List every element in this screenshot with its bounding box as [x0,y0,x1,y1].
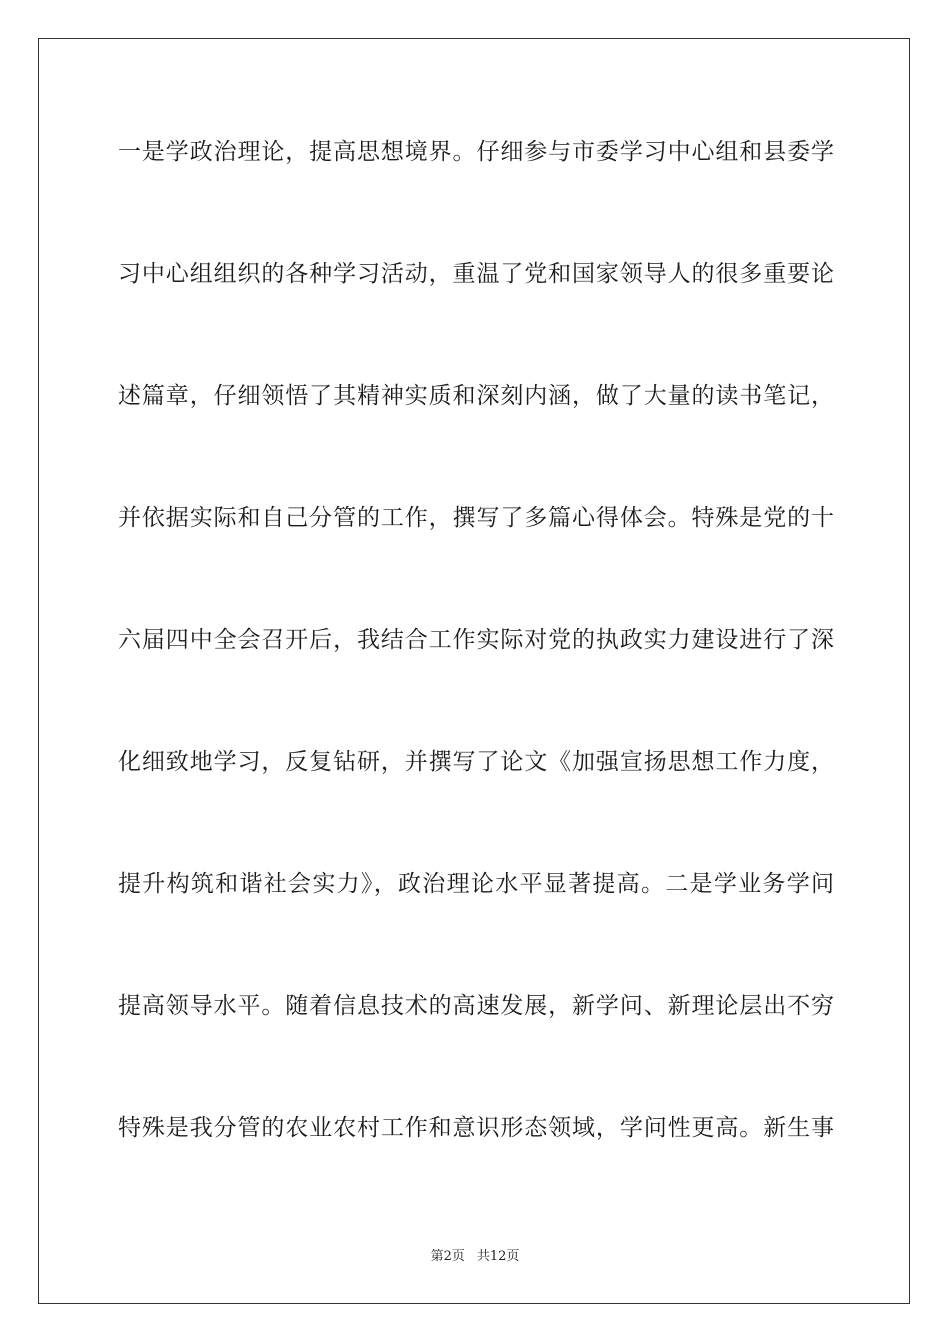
body-text-line: 六届四中全会召开后，我结合工作实际对党的执政实力建设进行了深 [118,627,834,653]
body-text-line: 并依据实际和自己分管的工作，撰写了多篇心得体会。特殊是党的十 [118,505,834,531]
page-footer [0,1248,950,1266]
body-text-line: 习中心组组织的各种学习活动，重温了党和国家领导人的很多重要论 [118,261,834,287]
page-total: 共12页 [476,1249,520,1264]
body-text-line: 提升构筑和谐社会实力》，政治理论水平显著提高。二是学业务学问 [118,871,834,897]
page-number: 第2页 [430,1249,465,1264]
body-text-line: 化细致地学习，反复钻研，并撰写了论文《加强宣扬思想工作力度， [118,749,834,775]
body-text-line: 提高领导水平。随着信息技术的高速发展，新学问、新理论层出不穷 [118,993,834,1019]
body-text-line: 特殊是我分管的农业农村工作和意识形态领域，学问性更高。新生事 [118,1115,834,1141]
body-text-line: 述篇章，仔细领悟了其精神实质和深刻内涵，做了大量的读书笔记， [118,383,834,409]
body-text-line: 一是学政治理论，提高思想境界。仔细参与市委学习中心组和县委学 [118,139,834,165]
